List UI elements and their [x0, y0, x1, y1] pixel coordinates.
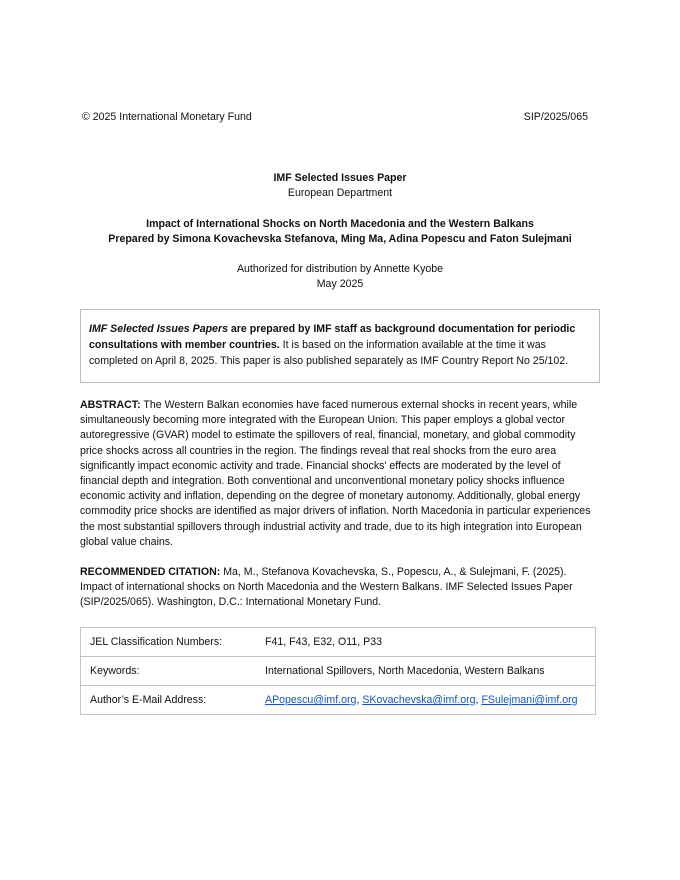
paper-title: Impact of International Shocks on North Macedonia and the Western Balkans [146, 218, 534, 230]
disclaimer-series: IMF Selected Issues Papers [89, 323, 228, 335]
copyright-text: © 2025 International Monetary Fund [82, 111, 252, 123]
table-row [81, 686, 596, 715]
authors-line: Prepared by Simona Kovachevska Stefanova, Ming Ma, Adina Popescu and Faton Sulejmani [108, 233, 572, 245]
series-title: IMF Selected Issues Paper [273, 172, 407, 184]
email-link-popescu[interactable]: APopescu@imf.org [265, 694, 357, 706]
page-header [82, 111, 588, 124]
authorized-line: Authorized for distribution by Annette Kyobe [236, 263, 444, 275]
jel-label: JEL Classification Numbers: [81, 628, 257, 657]
citation-text: Ma, M., Stefanova Kovachevska, S., Popescu, A., & Sulejmani, F. (2025). Impact of international shocks on North Macedonia and the Western Balkans. IMF Selected Issues Paper (SIP/2025/065). Washington, D.C.: International Monetary Fund. [80, 566, 573, 609]
report-id: SIP/2025/065 [523, 111, 588, 123]
abstract [80, 398, 594, 550]
metadata-table [80, 627, 596, 715]
email-list [256, 686, 596, 715]
disclaimer-plain: It is based on the information available at the time it was completed on April 8, 2025. This paper is also published separately as IMF Country Report No 25/102. [89, 339, 569, 367]
email-separator: , [356, 694, 363, 706]
abstract-label: ABSTRACT: [80, 399, 141, 411]
email-link-sulejmani[interactable]: FSulejmani@imf.org [481, 694, 578, 706]
table-row [81, 657, 596, 686]
disclaimer-bold: are prepared by IMF staff as background documentation for periodic consultations with member countries. [89, 323, 576, 351]
email-separator: , [475, 694, 482, 706]
disclaimer-text [89, 321, 579, 369]
keywords-value: International Spillovers, North Macedonia, Western Balkans [256, 657, 596, 686]
email-label: Author’s E-Mail Address: [81, 686, 257, 715]
disclaimer-box [80, 309, 600, 383]
keywords-label: Keywords: [81, 657, 257, 686]
abstract-text: The Western Balkan economies have faced numerous external shocks in recent years, while simultaneously becoming more integrated with the European Union. This paper employs a global vector autoregressive (GVAR) model to estimate the spillovers of real, financial, monetary, and global commodity price shocks across all countries in the region. The findings reveal that real shocks from the euro area significantly impact economic activity and trade. Financial shocks' effects are moderated by the level of financial depth and integration. Both conventional and unconventional monetary policy shocks influence economic activity and inflation, depending on the degree of monetary autonomy. Additionally, global energy commodity price shocks are identified as major drivers of inflation. North Macedonia in particular experiences the most substantial spillovers through industrial activity and trade, due to its high integration into European global value chains. [80, 399, 591, 548]
email-link-kovachevska[interactable]: SKovachevska@imf.org [362, 694, 476, 706]
department: European Department [287, 187, 393, 199]
citation [80, 565, 594, 611]
citation-label: RECOMMENDED CITATION: [80, 566, 221, 578]
publication-date: May 2025 [316, 278, 364, 290]
table-row [81, 628, 596, 657]
jel-value: F41, F43, E32, O11, P33 [256, 628, 596, 657]
